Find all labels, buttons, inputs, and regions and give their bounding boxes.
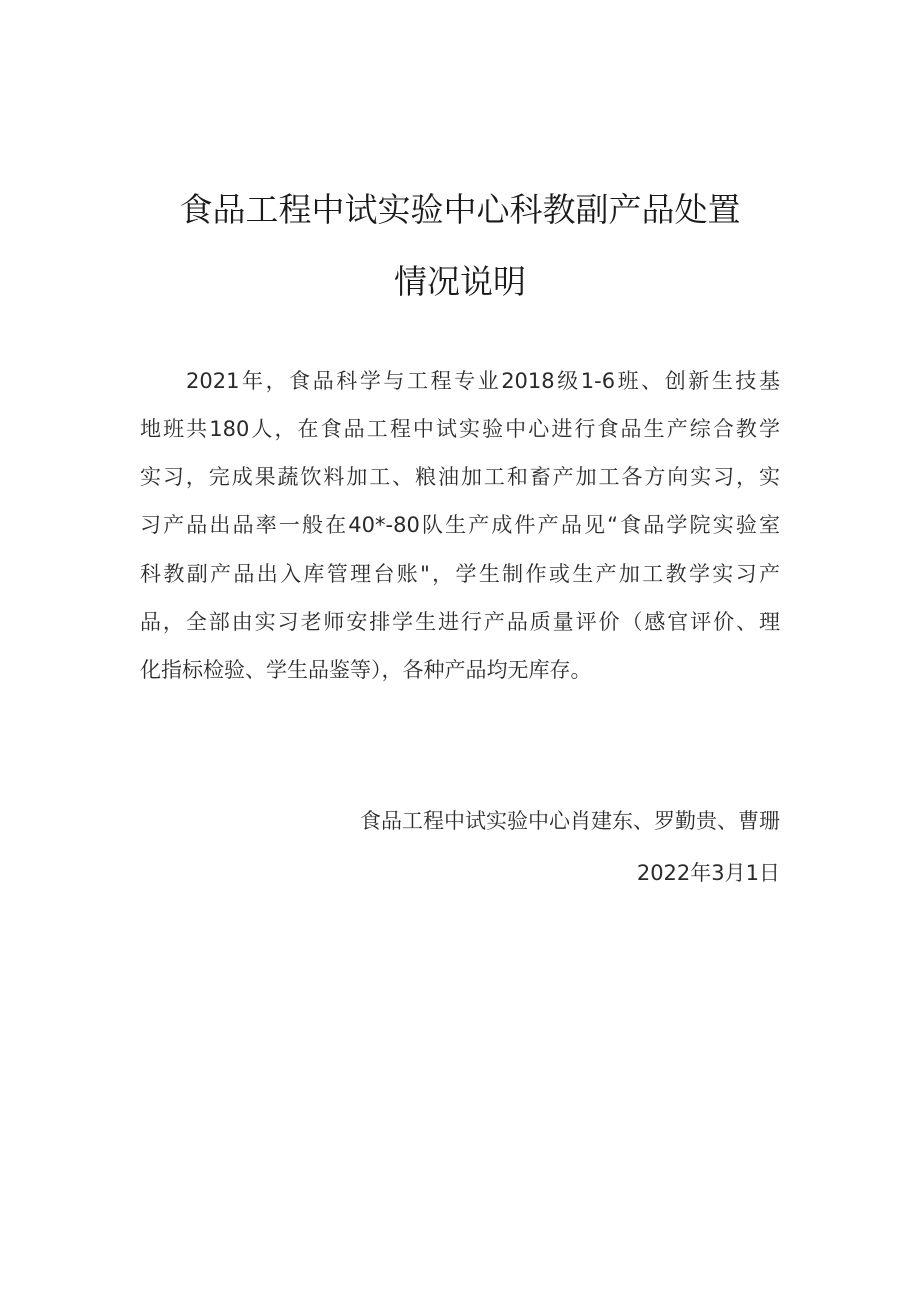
paragraph-line-7: 化指标检验、学生品鉴等），各种产品均无库存。 bbox=[140, 658, 592, 682]
signature: 食品工程中试实验中心肖建东、罗勤贵、曹珊 bbox=[360, 809, 780, 833]
paragraph-line-1: 2021年，食品科学与工程专业2018级1-6班、创新生技基 bbox=[186, 369, 780, 393]
paragraph-line-4: 习产品出品率一般在40*-80队生产成件产品见“食品学院实验室 bbox=[140, 513, 780, 537]
paragraph-line-6: 品，全部由实习老师安排学生进行产品质量评价（感官评价、理 bbox=[140, 610, 780, 634]
paragraph-line-2: 地班共180人，在食品工程中试实验中心进行食品生产综合教学 bbox=[140, 417, 780, 441]
document-title-line-2: 情况说明 bbox=[394, 262, 526, 301]
date: 2022年3月1日 bbox=[636, 861, 780, 885]
paragraph-line-5: 科教副产品出入库管理台账"，学生制作或生产加工教学实习产 bbox=[140, 562, 780, 586]
document-title-line-1: 食品工程中试实验中心科教副产品处置 bbox=[179, 190, 741, 229]
paragraph-line-3: 实习，完成果蔬饮料加工、粮油加工和畜产加工各方向实习，实 bbox=[140, 465, 780, 489]
